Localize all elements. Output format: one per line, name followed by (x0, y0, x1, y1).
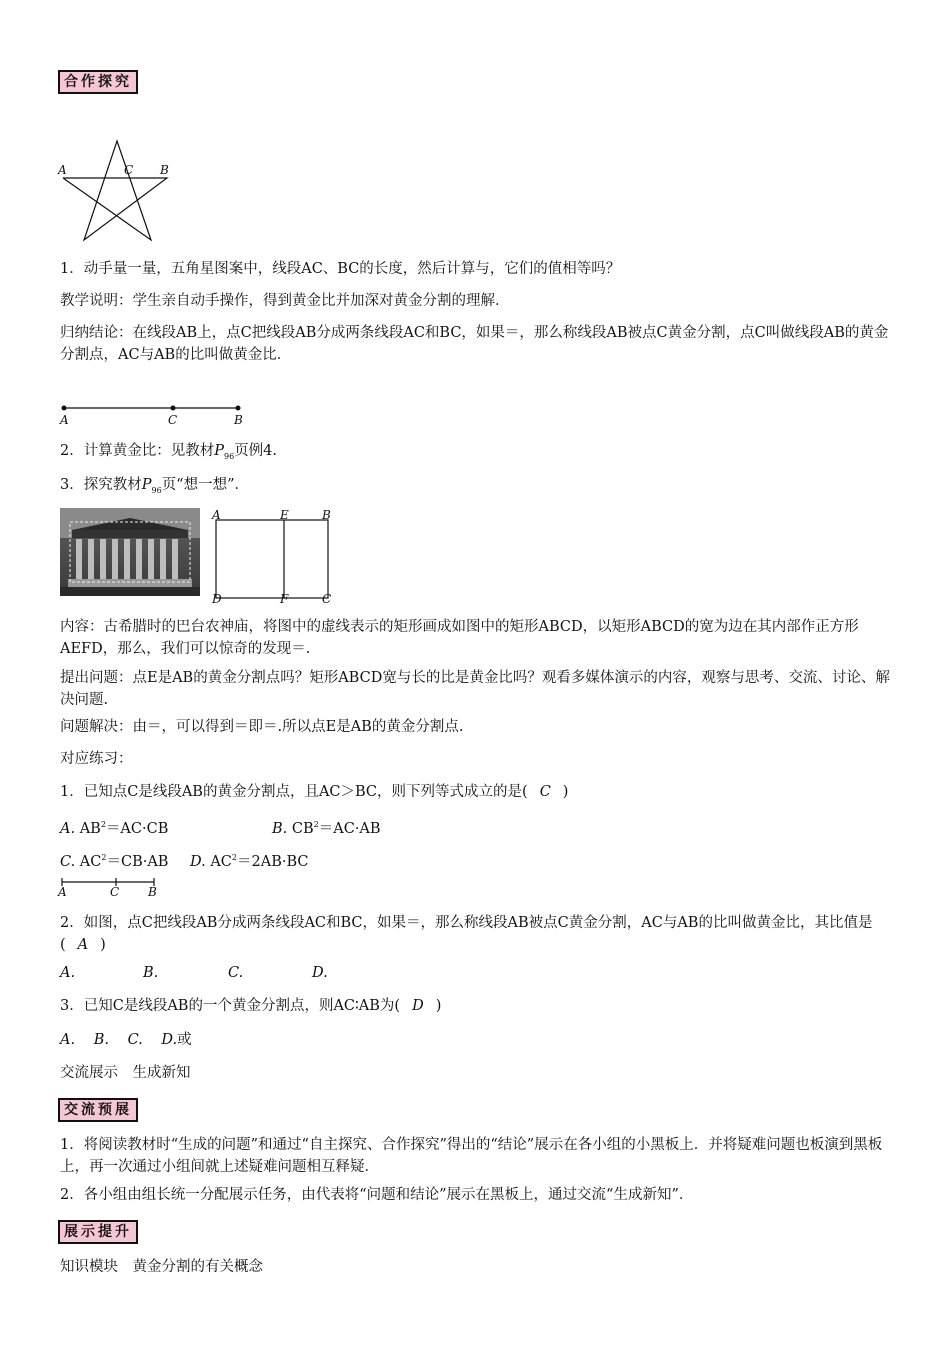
segment2-label-c: C (110, 885, 120, 899)
parthenon-photo (60, 508, 200, 596)
practice-title: 对应练习： (60, 751, 133, 767)
summary-conclusion: 归纳结论：在线段AB上，点C把线段AB分成两条线段AC和BC，如果＝，那么称线段AB被点C黄金分割，点C叫做线段AB的黄金分割点，AC与AB的比叫做黄金比． (60, 325, 889, 363)
exchange-item-1: 1．将阅读教材时“生成的问题”和通过“自主探究、合作探究”得出的“结论”展示在各小组的小黑板上．并将疑难问题也板演到黑板上，再一次通过小组间就上述疑难问题相互释疑． (60, 1137, 883, 1175)
exercise-3-option-c: C. (127, 1032, 143, 1048)
star-label-c: C (124, 163, 134, 177)
exercise-3-option-a: A. (60, 1032, 76, 1048)
rect-label-d: D (212, 592, 222, 606)
rect-label-e: E (280, 508, 289, 522)
segment-figure-1 (58, 402, 248, 416)
exchange-item-2: 2．各小组由组长统一分配展示任务，由代表将“问题和结论”展示在黑板上，通过交流“生成新知”． (60, 1187, 694, 1203)
exercise-1-option-a: A. $AB^2=AC\cdot CB$ (60, 820, 169, 837)
star-label-b: B (160, 163, 169, 177)
segment1-label-c: C (168, 413, 178, 427)
exercise-2-option-d: D. (312, 965, 328, 981)
rect-label-a: A (212, 508, 221, 522)
exercise-2-option-a: A. (60, 965, 76, 981)
rect-label-c: C (322, 592, 332, 606)
section-badge-exchange: 交流预展 (58, 1098, 138, 1122)
question-1: 1．动手量一量，五角星图案中，线段AC、BC的长度，然后计算与，它们的值相等吗？ (60, 261, 621, 277)
exercise-3-stem: 3．已知C是线段AB的一个黄金分割点，则AC∶AB为( D ) (60, 998, 442, 1014)
question-paragraph: 提出问题：点E是AB的黄金分割点吗？矩形ABCD宽与长的比是黄金比吗？观看多媒体演示的内容，观察与思考、交流、讨论、解决问题. (60, 670, 890, 708)
segment1-label-a: A (60, 413, 69, 427)
exercise-2-option-c: C. (228, 965, 244, 981)
exercise-3-option-d: D. (161, 1032, 178, 1048)
exercise-2-answer: A (77, 937, 89, 953)
rect-label-b: B (322, 508, 331, 522)
exercise-2-stem: 2．如图，点C把线段AB分成两条线段AC和BC，如果＝，那么称线段AB被点C黄金分割，AC与AB的比叫做黄金比，其比值是( A ) (60, 915, 873, 953)
teaching-note: 教学说明：学生亲自动手操作，得到黄金比并加深对黄金分割的理解． (60, 293, 510, 309)
exercise-3-answer: D (412, 998, 424, 1014)
knowledge-module: 知识模块 黄金分割的有关概念 (60, 1259, 263, 1275)
exercise-1-stem: 1．已知点C是线段AB的黄金分割点，且AC＞BC，则下列等式成立的是( C ) (60, 784, 569, 800)
question-2: 2．计算黄金比：见教材$P_{96}$页例4. (60, 443, 278, 461)
exercise-1-option-c: C. $AC^2=CB\cdot AB$ (60, 853, 169, 870)
segment2-label-a: A (58, 885, 67, 899)
exercise-1-option-b: B. $CB^2=AC\cdot AB$ (272, 820, 381, 837)
content-paragraph: 内容：古希腊时的巴台农神庙，将图中的虚线表示的矩形画成如图中的矩形ABCD，以矩形ABCD的宽为边在其内部作正方形AEFD，那么，我们可以惊奇的发现＝. (60, 619, 859, 657)
exercise-1-answer: C (539, 784, 551, 800)
rect-label-f: F (280, 592, 289, 606)
exchange-title: 交流展示 生成新知 (60, 1065, 191, 1081)
section-badge-cooperate: 合作探究 (58, 70, 138, 94)
golden-rectangle-figure (210, 508, 340, 608)
segment2-label-b: B (148, 885, 157, 899)
exercise-3-or: 或 (177, 1032, 192, 1048)
exercise-2-option-b: B. (143, 965, 159, 981)
pentagram-figure (55, 135, 180, 245)
section-badge-present: 展示提升 (58, 1220, 138, 1244)
exercise-3-options (60, 1029, 192, 1051)
exercise-1-option-d: D. $AC^2=2AB\cdot BC$ (190, 853, 309, 870)
segment1-label-b: B (234, 413, 243, 427)
exercise-3-option-b: B. (93, 1032, 109, 1048)
star-label-a: A (58, 163, 67, 177)
solution-paragraph: 问题解决：由＝，可以得到＝即＝.所以点E是AB的黄金分割点. (60, 719, 464, 735)
parthenon-drawing (60, 508, 200, 596)
question-3: 3．探究教材$P_{96}$页“想一想”． (60, 477, 250, 495)
